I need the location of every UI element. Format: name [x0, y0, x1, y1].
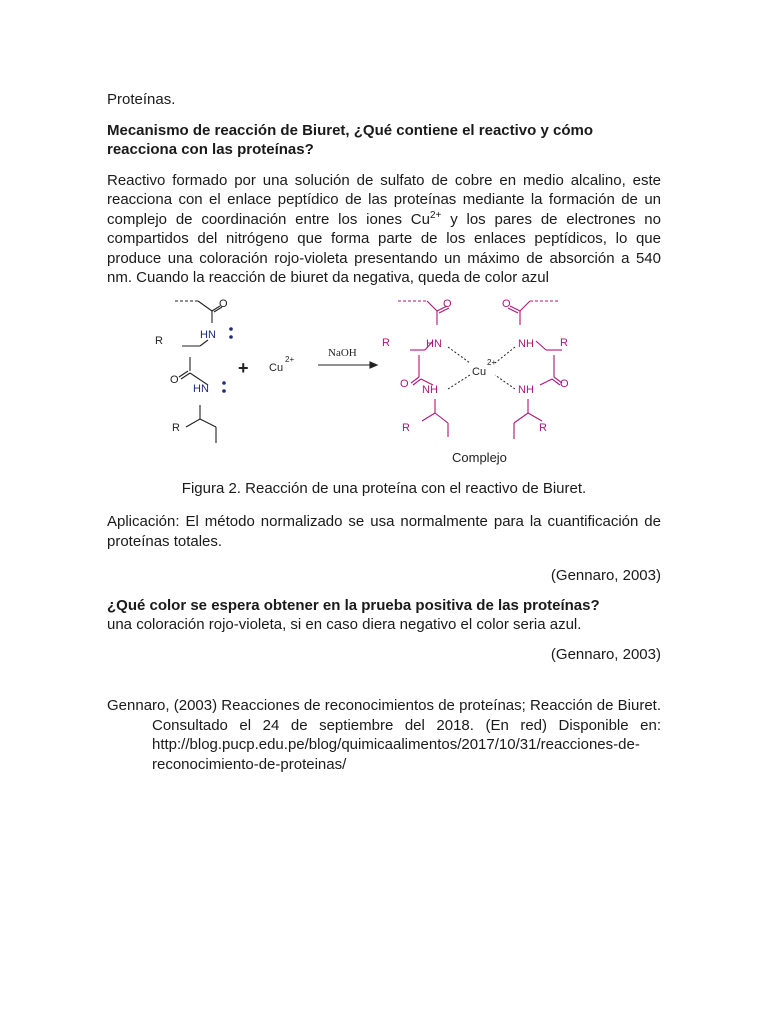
- naoh-label: NaOH: [328, 346, 357, 359]
- section-heading: Proteínas.: [107, 91, 176, 108]
- paragraph-application: Aplicación: El método normalizado se usa normalmente para la cuantificación de proteínas totales.: [107, 513, 661, 550]
- copper-center-label: Cu: [472, 365, 487, 378]
- oxygen-label: O: [219, 297, 228, 310]
- paragraph-biuret-mechanism: [107, 171, 661, 288]
- amide-hn-label: HN: [200, 328, 216, 341]
- oxygen-label: O: [560, 377, 569, 390]
- amide-hn-label: HN: [193, 382, 209, 395]
- document-page: [107, 90, 661, 774]
- copper-center-charge: 2+: [487, 357, 497, 367]
- biuret-reaction-figure: [107, 293, 661, 465]
- amide-nh-label: NH: [422, 383, 438, 396]
- copper-ion-label: Cu: [269, 361, 284, 374]
- r-group-label: R: [172, 421, 180, 434]
- citation-1: (Gennaro, 2003): [550, 567, 661, 584]
- oxygen-label: O: [443, 297, 452, 310]
- question-2: ¿Qué color se espera obtener en la prueba positiva de las proteínas?: [107, 596, 600, 614]
- figure-caption: Figura 2. Reacción de una proteína con el reactivo de Biuret.: [181, 479, 587, 497]
- amide-hn-label: HN: [426, 337, 442, 350]
- r-group-label: R: [382, 336, 390, 349]
- r-group-label: R: [539, 421, 547, 434]
- lone-pair-dots: [222, 327, 233, 393]
- bibliography-reference: Gennaro, (2003) Reacciones de reconocimientos de proteínas; Reacción de Biuret. Consultado el 24 de septiembre del 2018. (En red) Disponible en: http://blog.pucp.edu.pe/blog/quimicaalimentos/2017/10/31/reacciones-de-reconocimiento-de-proteinas/: [107, 697, 661, 773]
- peptide-chain: [175, 301, 222, 443]
- question-1: Mecanismo de reacción de Biuret, ¿Qué contiene el reactivo y cómo reacciona con las proteínas?: [107, 121, 593, 158]
- answer-2: una coloración rojo-violeta, si en caso diera negativo el color seria azul.: [107, 616, 582, 633]
- r-group-label: R: [560, 336, 568, 349]
- oxygen-label: O: [170, 373, 179, 386]
- citation-2: (Gennaro, 2003): [550, 645, 661, 663]
- r-group-label: R: [155, 334, 163, 347]
- paragraph-text-1: Reactivo formado por una solución de sulfato de cobre en medio alcalino, este reacciona con el enlace peptídico de las proteínas mediante la formación de un complejo de coordinación entre los iones Cu: [107, 171, 661, 228]
- cu-charge-superscript: 2+: [430, 209, 442, 221]
- peptide-labels: [155, 298, 228, 434]
- complex-caption-label: Complejo: [452, 449, 507, 465]
- plus-sign: +: [238, 357, 249, 378]
- oxygen-label: O: [502, 297, 511, 310]
- r-group-label: R: [402, 421, 410, 434]
- paragraph-text-2: y los pares de electrones no compartidos del nitrógeno que forma parte de los enlaces peptídicos, lo que produce una coloración rojo-violeta presentando un máximo de absorción a 540 nm. Cuando la reacción de biuret da negativa, queda de color azul: [107, 210, 661, 286]
- reaction-scheme-diagram: [130, 293, 640, 465]
- oxygen-label: O: [400, 377, 409, 390]
- copper-charge-label: 2+: [285, 354, 295, 364]
- amide-nh-label: NH: [518, 337, 534, 350]
- reaction-arrow: [318, 362, 377, 368]
- amide-nh-label: NH: [518, 383, 534, 396]
